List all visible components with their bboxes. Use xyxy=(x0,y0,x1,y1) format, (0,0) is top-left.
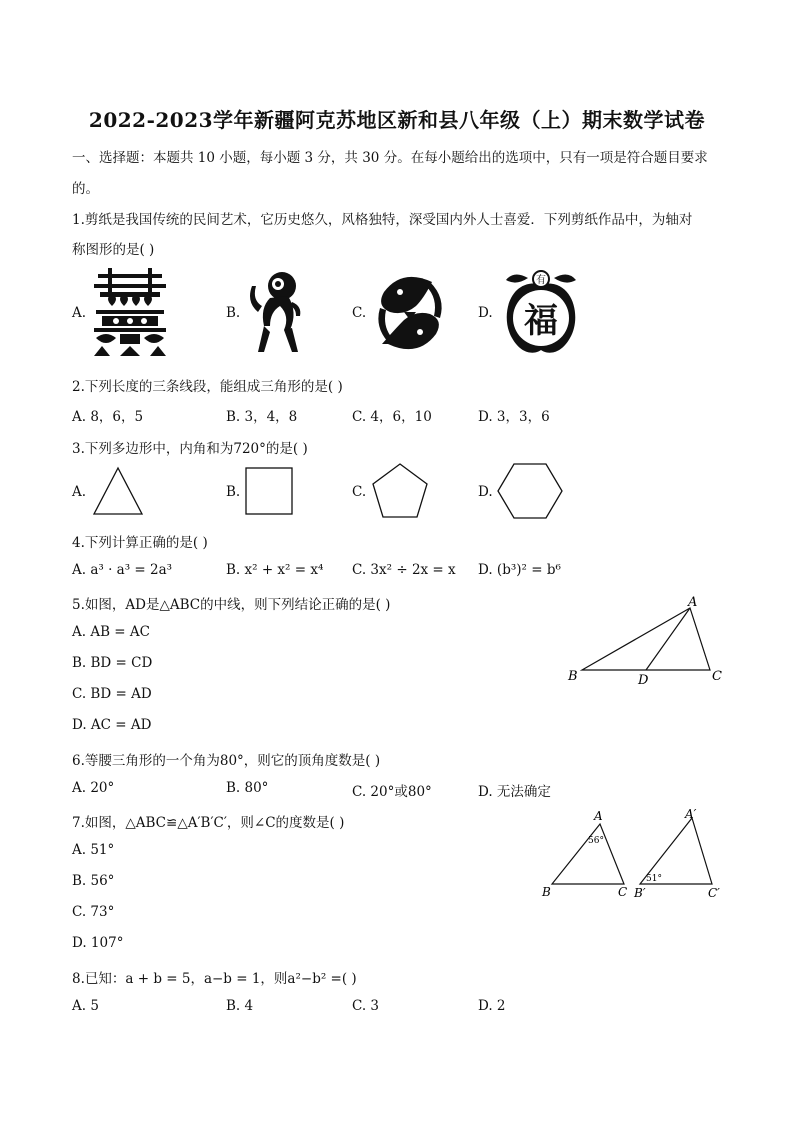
q4-option-c: C. 3x² ÷ 2x = x xyxy=(352,562,456,578)
q8-option-b: B. 4 xyxy=(226,998,254,1014)
double-happiness-papercut-image xyxy=(90,268,170,362)
pentagon-shape xyxy=(370,462,430,524)
q3-stem: 3.下列多边形中，内角和为720°的是( ) xyxy=(72,441,308,457)
q4-option-d: D. (b³)² = b⁶ xyxy=(478,562,561,578)
label-c2: C′ xyxy=(708,886,720,900)
q3-option-d-label: D. xyxy=(478,484,493,500)
square-shape xyxy=(244,466,296,522)
q5-option-c: C. BD = AD xyxy=(72,686,152,702)
label-a: A xyxy=(688,595,698,610)
triangle-abc-median-figure xyxy=(562,592,732,696)
fu-apple-papercut-image xyxy=(498,268,584,362)
q3-option-c-label: C. xyxy=(352,484,367,500)
q8-option-c: C. 3 xyxy=(352,998,380,1014)
q5-stem: 5.如图，AD是△ABC的中线，则下列结论正确的是( ) xyxy=(72,597,391,613)
q3-option-a-label: A. xyxy=(72,484,87,500)
q5-option-d: D. AC = AD xyxy=(72,717,152,733)
q4-option-a: A. a³ · a³ = 2a³ xyxy=(72,562,173,578)
q1-stem-line2: 称图形的是( ) xyxy=(72,242,155,258)
label-d: D xyxy=(638,673,649,688)
q1-option-d-label: D. xyxy=(478,305,493,321)
q1-option-b-label: B. xyxy=(226,305,241,321)
q7-option-c: C. 73° xyxy=(72,904,115,920)
q2-option-d: D. 3，3，6 xyxy=(478,409,550,425)
q8-stem: 8.已知：a + b = 5，a−b = 1，则a²−b² =( ) xyxy=(72,971,357,987)
q8-option-a: A. 5 xyxy=(72,998,99,1014)
fish-circle-papercut-image xyxy=(370,268,450,362)
label-b1: B xyxy=(542,885,551,899)
congruent-triangles-figure xyxy=(536,806,736,906)
label-c: C xyxy=(712,669,722,684)
q2-option-a: A. 8，6，5 xyxy=(72,409,144,425)
q6-option-d: D. 无法确定 xyxy=(478,784,551,800)
q6-option-c: C. 20°或80° xyxy=(352,784,432,800)
section-heading-line1: 一、选择题：本题共 10 小题，每小题 3 分，共 30 分。在每小题给出的选项中，只有一项是符合题目要求 xyxy=(72,150,708,166)
q1-option-c-label: C. xyxy=(352,305,367,321)
angle-label-56: 56° xyxy=(588,836,604,846)
label-a1: A xyxy=(594,809,603,823)
q2-option-c: C. 4，6，10 xyxy=(352,409,432,425)
q4-option-b: B. x² + x² = x⁴ xyxy=(226,562,324,578)
hexagon-shape xyxy=(496,462,564,524)
q7-option-d: D. 107° xyxy=(72,935,124,951)
section-heading-line2: 的。 xyxy=(72,181,99,197)
q3-option-b-label: B. xyxy=(226,484,241,500)
q7-option-a: A. 51° xyxy=(72,842,115,858)
label-a2: A′ xyxy=(685,807,697,821)
you-character: 有 xyxy=(536,275,546,286)
triangle-shape xyxy=(90,466,146,522)
label-c1: C xyxy=(618,885,628,899)
label-b2: B′ xyxy=(634,886,646,900)
q5-option-b: B. BD = CD xyxy=(72,655,153,671)
q1-option-a-label: A. xyxy=(72,305,87,321)
q6-option-a: A. 20° xyxy=(72,780,115,796)
q2-option-b: B. 3，4，8 xyxy=(226,409,298,425)
q5-option-a: A. AB = AC xyxy=(72,624,150,640)
q7-stem: 7.如图，△ABC≌△A′B′C′，则∠C的度数是( ) xyxy=(72,815,345,831)
q4-stem: 4.下列计算正确的是( ) xyxy=(72,535,208,551)
page-title: 2022-2023学年新疆阿克苏地区新和县八年级（上）期末数学试卷 xyxy=(88,108,706,132)
monkey-papercut-image xyxy=(244,268,304,362)
label-b: B xyxy=(568,669,578,684)
fu-character: 福 xyxy=(524,301,558,341)
q2-stem: 2.下列长度的三条线段，能组成三角形的是( ) xyxy=(72,379,343,395)
q1-stem-line1: 1.剪纸是我国传统的民间艺术，它历史悠久，风格独特，深受国内外人士喜爱．下列剪纸作品中，为轴对 xyxy=(72,212,693,228)
q8-option-d: D. 2 xyxy=(478,998,506,1014)
q7-option-b: B. 56° xyxy=(72,873,115,889)
q6-stem: 6.等腰三角形的一个角为80°，则它的顶角度数是( ) xyxy=(72,753,381,769)
q6-option-b: B. 80° xyxy=(226,780,269,796)
angle-label-51: 51° xyxy=(646,874,662,884)
